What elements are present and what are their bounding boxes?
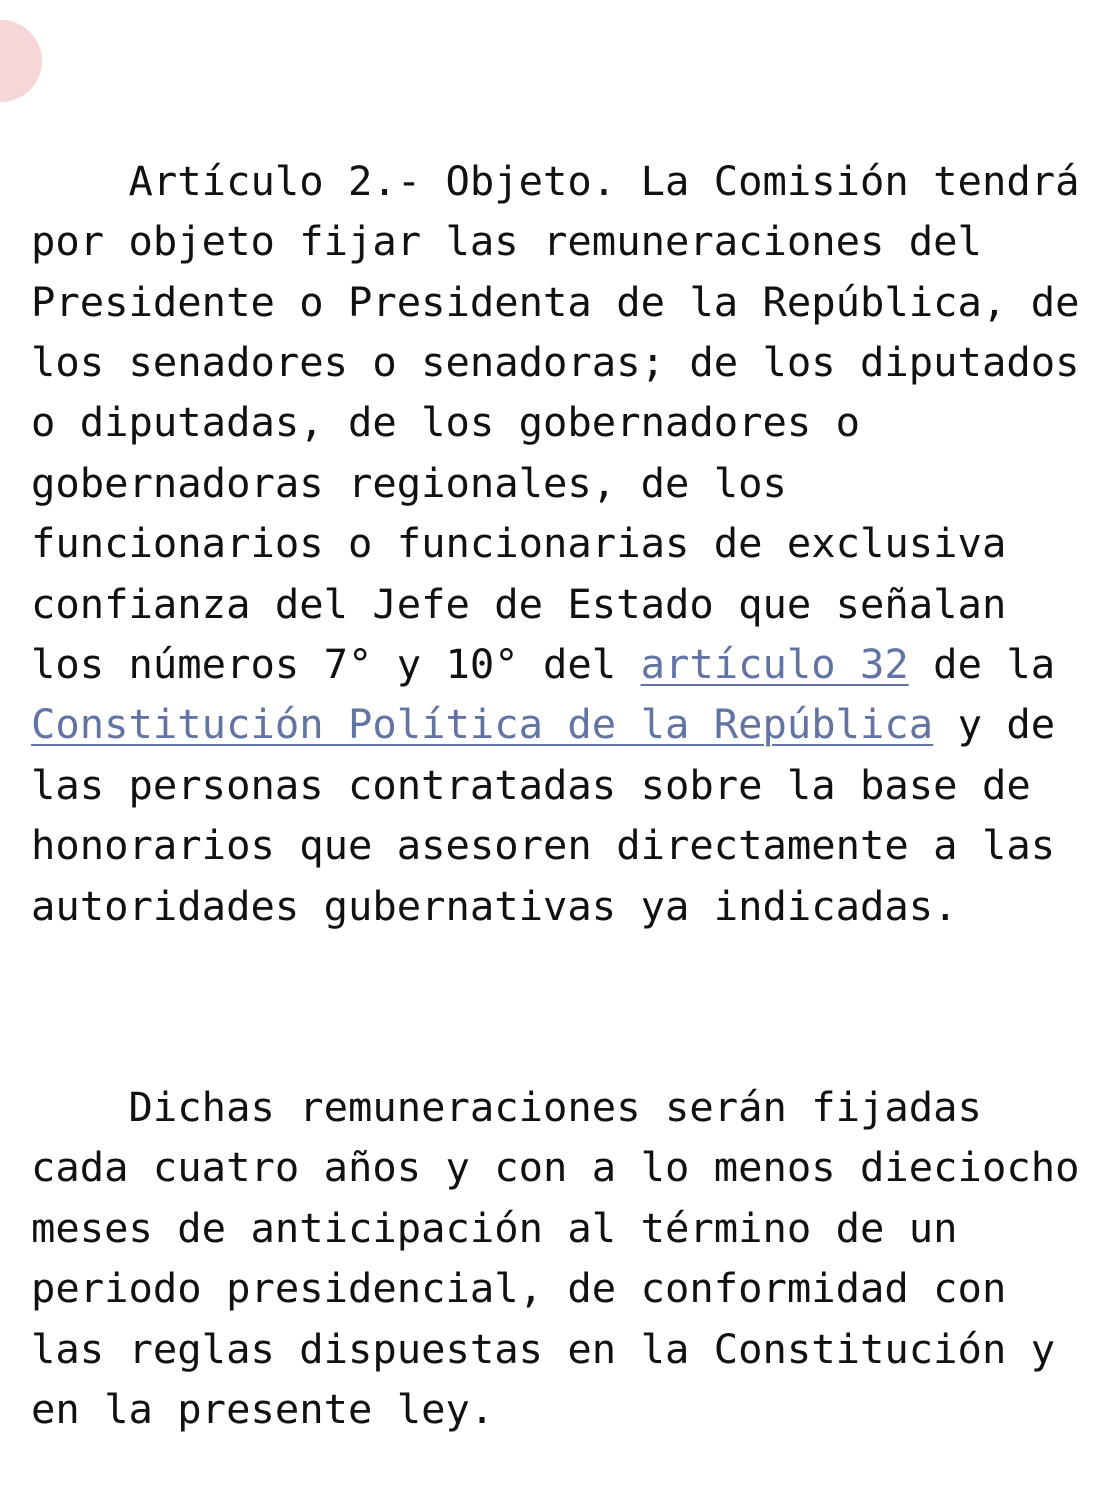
text-line: en la presente ley. xyxy=(31,1384,495,1433)
text-line: Dichas remuneraciones serán fijadas xyxy=(31,1082,982,1131)
text-line: autoridades gubernativas ya indicadas. xyxy=(31,881,958,930)
text-line: Artículo 2.- Objeto. La Comisión tendrá xyxy=(31,156,1080,205)
text-line: funcionarios o funcionarias de exclusiva xyxy=(31,519,1007,568)
text-line: o diputadas, de los gobernadores o xyxy=(31,398,861,447)
article-text xyxy=(31,30,1091,1500)
link-constitucion[interactable]: Constitución Política de la República xyxy=(31,700,934,749)
text-line: los senadores o senadoras; de los diputados xyxy=(31,338,1080,387)
text-line: honorarios que asesoren directamente a las xyxy=(31,821,1056,870)
text-line: confianza del Jefe de Estado que señalan xyxy=(31,579,1007,628)
text-line: por objeto fijar las remuneraciones del xyxy=(31,217,982,266)
text-line xyxy=(31,634,1091,694)
text-segment: los números 7° y 10° del xyxy=(31,640,641,689)
text-segment: y de xyxy=(933,700,1056,749)
link-articulo-32[interactable]: artículo 32 xyxy=(640,640,909,689)
text-segment: de la xyxy=(908,640,1056,689)
text-line: periodo presidencial, de conformidad con xyxy=(31,1264,1007,1313)
text-line: gobernadoras regionales, de los xyxy=(31,458,787,507)
paragraph-1 xyxy=(31,151,1091,936)
paragraph-2 xyxy=(31,1077,1091,1439)
text-line: Presidente o Presidenta de la República, de xyxy=(31,277,1080,326)
text-line: las personas contratadas sobre la base de xyxy=(31,760,1031,809)
text-line: las reglas dispuestas en la Constitución y xyxy=(31,1324,1056,1373)
text-line xyxy=(31,694,1091,754)
text-line: cada cuatro años y con a lo menos dieciocho xyxy=(31,1143,1080,1192)
text-line: meses de anticipación al término de un xyxy=(31,1203,958,1252)
